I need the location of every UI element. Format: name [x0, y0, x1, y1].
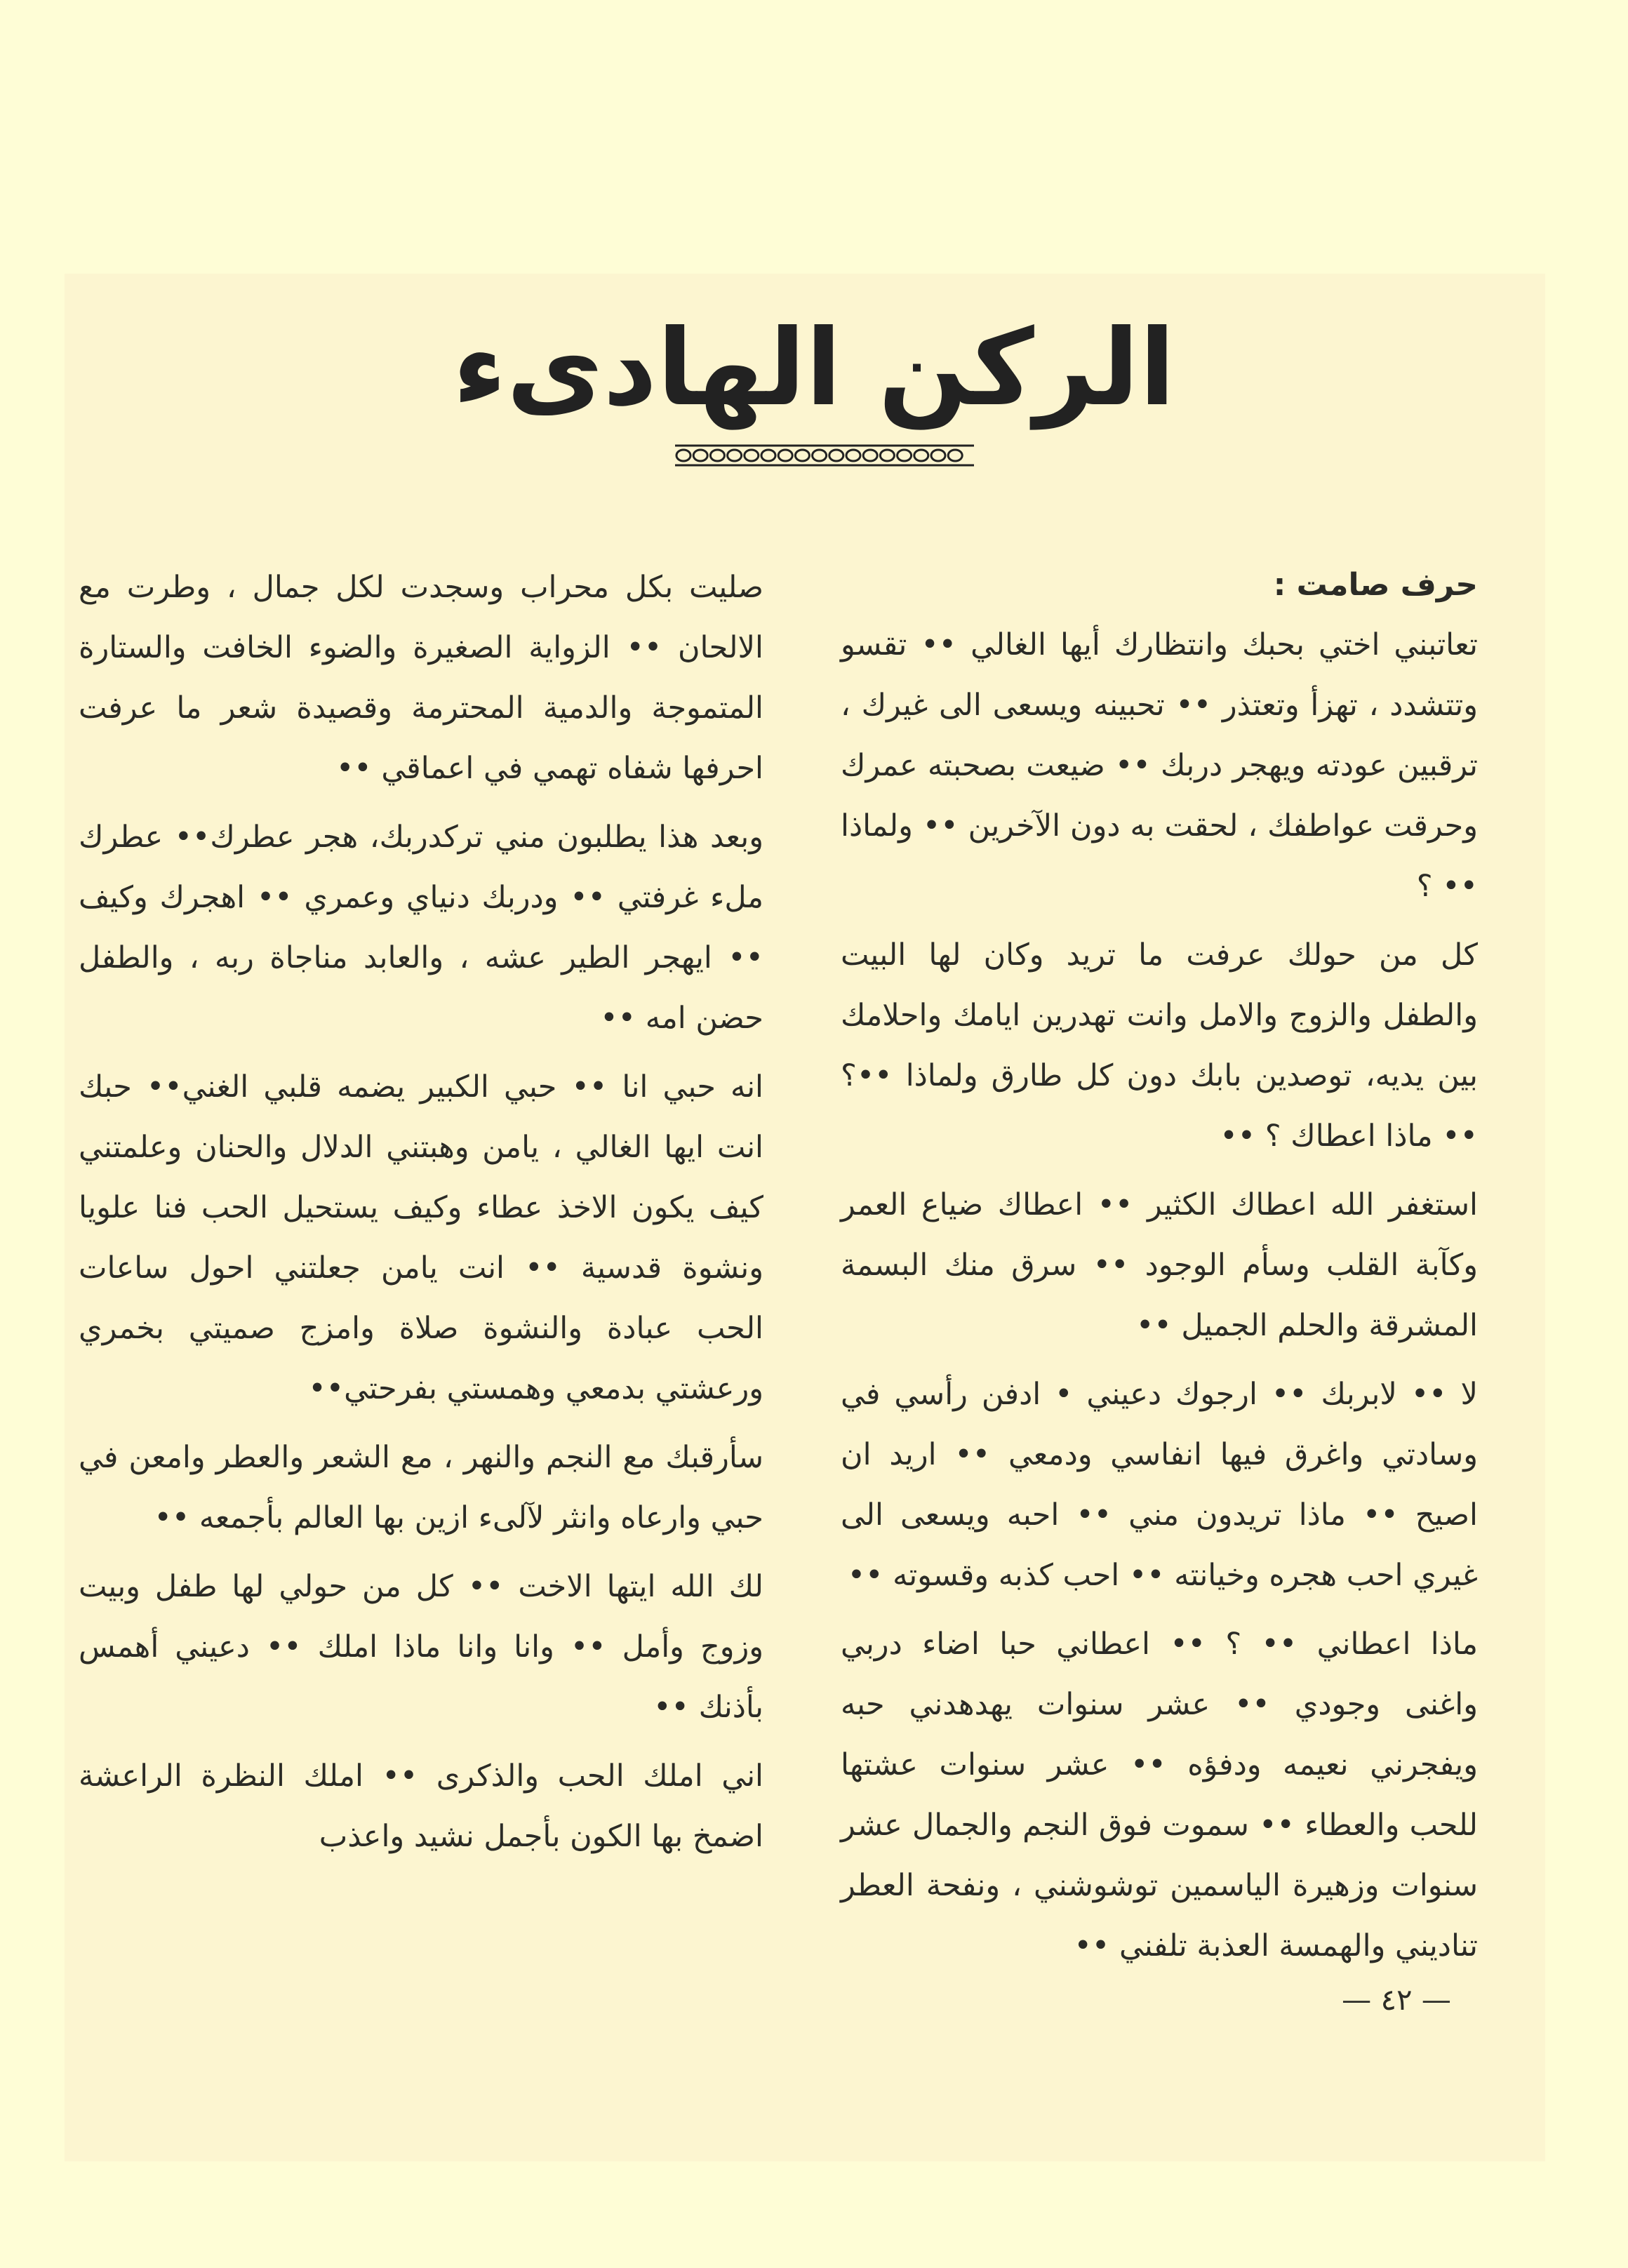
right-column: [841, 557, 1478, 1984]
paragraph: استغفر الله اعطاك الكثير •• اعطاك ضياع العمر وكآبة القلب وسأم الوجود •• سرق منك البسمة المشرقة والحلم الجميل ••: [841, 1187, 1478, 1343]
scallop-loop-icon: [914, 450, 928, 461]
scallop-loop-icon: [676, 450, 690, 461]
paragraph: اني املك الحب والذكرى •• املك النظرة الراعشة اضمخ بها الكون بأجمل نشيد واعذب: [79, 1759, 763, 1854]
scallop-loop-icon: [693, 450, 707, 461]
scallop-ornament-icon: [674, 443, 975, 467]
scallop-loop-icon: [745, 450, 759, 461]
page-number: — ٤٢ —: [1342, 1982, 1451, 2017]
scallop-loop-icon: [898, 450, 912, 461]
paragraph: كل من حولك عرفت ما تريد وكان لها البيت والطفل والزوج والامل وانت تهدرين ايامك واحلامك بين يديه، توصدين بابك دون كل طارق ولماذا ••؟•• ماذا اعطاك ؟ ••: [841, 938, 1478, 1154]
section-heading: حرف صامت :: [1273, 567, 1478, 603]
left-column: [79, 557, 763, 1875]
paragraph: لا •• لابربك •• ارجوك دعيني • ادفن رأسي في وسادتي واغرق فيها انفاسي ودمعي •• اريد ان اصيح •• ماذا تريدون مني •• احبه ويسعى الى غيري احب هجره وخيانته •• احب كذبه وقسوته ••: [841, 1377, 1478, 1593]
scallop-loop-icon: [948, 450, 962, 461]
page-title: الركن الهادىء: [453, 307, 1175, 429]
paragraph: ماذا اعطاني •• ؟ •• اعطاني حبا اضاء دربي واغنى وجودي •• عشر سنوات يهدهدني حبه ويفجرني نعيمه ودفؤه •• عشر سنوات عشتها للحب والعطاء •• سموت فوق النجم والجمال عشر سنوات وزهيرة الياسمين توشوشني ، ونفحة العطر تناديني والهمسة العذبة تلفني ••: [841, 1627, 1478, 1963]
scallop-loop-icon: [778, 450, 792, 461]
scallop-loop-icon: [710, 450, 724, 461]
paragraph: انه حبي انا •• حبي الكبير يضمه قلبي الغني•• حبك انت ايها الغالي ، يامن وهبتني الدلال والحنان وعلمتني كيف يكون الاخذ عطاء وكيف يستحيل الحب فنا علويا ونشوة قدسية •• انت يامن جعلتني احول ساعات الحب عبادة والنشوة صلاة وامزج صميتي بخمري ورعشتي بدمعي وهمستي بفرحتي••: [79, 1069, 763, 1406]
scallop-loop-icon: [880, 450, 894, 461]
scallop-loop-icon: [829, 450, 843, 461]
paragraph: لك الله ايتها الاخت •• كل من حولي لها طفل وبيت وزوج وأمل •• وانا وانا ماذا املك •• دعيني أهمس بأذنك ••: [79, 1569, 763, 1725]
paragraph: سأرقبك مع النجم والنهر ، مع الشعر والعطر وامعن في حبي وارعاه وانثر لآلىء ازين بها العالم بأجمعه ••: [79, 1440, 763, 1535]
scallop-loop-icon: [813, 450, 827, 461]
scallop-loop-icon: [863, 450, 877, 461]
paragraph: تعاتبني اختي بحبك وانتظارك أيها الغالي •• تقسو وتتشدد ، تهزأ وتعتذر •• تحبينه ويسعى الى غيرك ، ترقبين عودته ويهجر دربك •• ضيعت بصحبته عمرك وحرقت عواطفك ، لحقت به دون الآخرين •• ولماذا •• ؟: [841, 627, 1478, 904]
scallop-loop-icon: [761, 450, 775, 461]
scallop-loop-icon: [728, 450, 742, 461]
paragraph: صليت بكل محراب وسجدت لكل جمال ، وطرت مع الالحان •• الزواية الصغيرة والضوء الخافت والستارة المتموجة والدمية المحترمة وقصيدة شعر ما عرفت احرفها شفاه تهمي في اعماقي ••: [79, 570, 763, 786]
paragraph: وبعد هذا يطلبون مني تركدربك، هجر عطرك•• عطرك ملء غرفتي •• ودربك دنياي وعمري •• اهجرك وكيف •• ايهجر الطير عشه ، والعابد مناجاة ربه ، والطفل حضن امه ••: [79, 820, 763, 1036]
scallop-loop-icon: [795, 450, 809, 461]
scallop-loop-icon: [846, 450, 860, 461]
scallop-loop-icon: [931, 450, 945, 461]
